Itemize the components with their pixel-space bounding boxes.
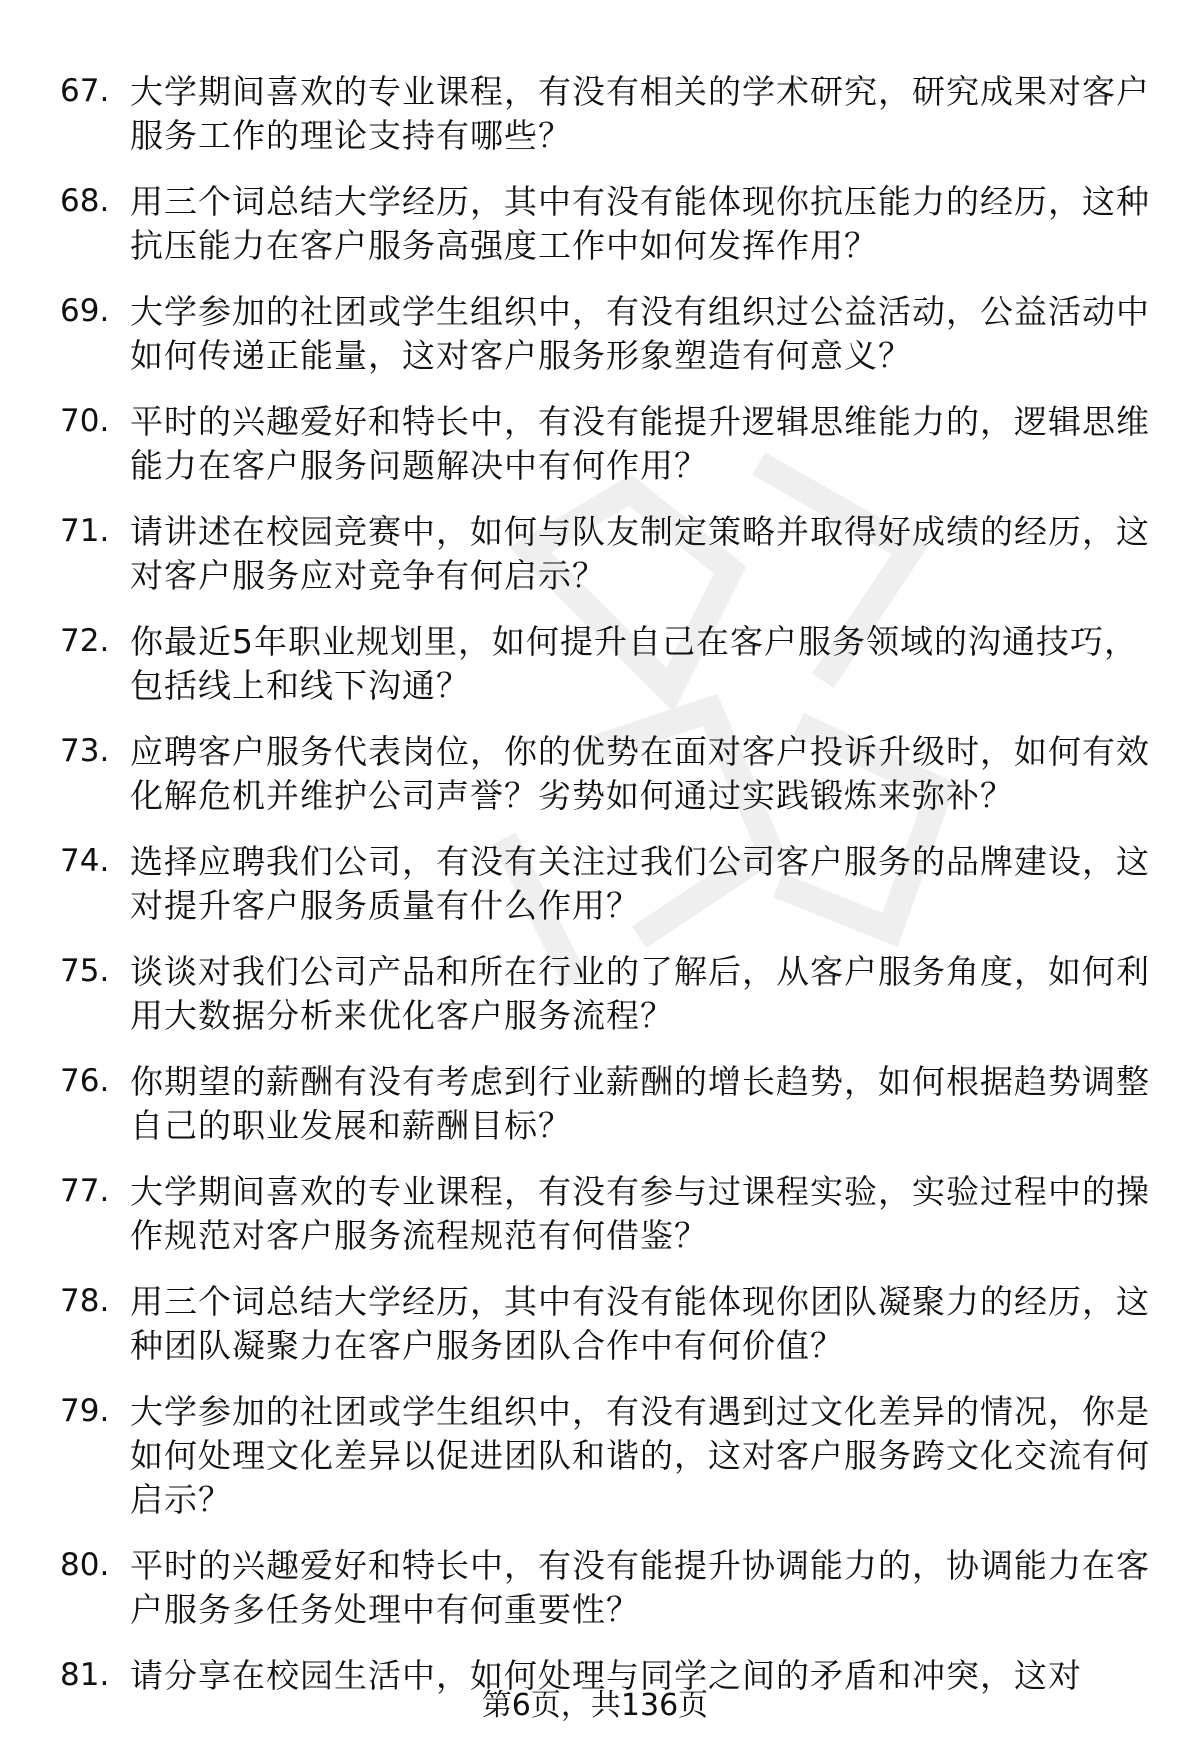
question-number: 73.	[60, 733, 110, 769]
question-number: 67.	[60, 73, 110, 109]
question-list	[60, 70, 1150, 1720]
question-item	[60, 510, 1150, 598]
question-item	[60, 180, 1150, 268]
question-number: 71.	[60, 513, 110, 549]
question-item	[60, 620, 1150, 708]
question-number: 74.	[60, 843, 110, 879]
question-text: 平时的兴趣爱好和特长中，有没有能提升协调能力的，协调能力在客户服务多任务处理中有何重要性？	[130, 1546, 1150, 1629]
question-number: 81.	[60, 1657, 110, 1693]
question-text: 平时的兴趣爱好和特长中，有没有能提升逻辑思维能力的，逻辑思维能力在客户服务问题解决中有何作用？	[130, 402, 1150, 485]
question-item	[60, 1390, 1150, 1522]
question-item	[60, 1280, 1150, 1368]
question-text: 用三个词总结大学经历，其中有没有能体现你抗压能力的经历，这种抗压能力在客户服务高强度工作中如何发挥作用？	[130, 182, 1150, 265]
question-item	[60, 950, 1150, 1038]
question-number: 70.	[60, 403, 110, 439]
page-number-footer: 第6页，共136页	[481, 1688, 709, 1723]
question-item	[60, 1544, 1150, 1632]
question-number: 76.	[60, 1063, 110, 1099]
question-number: 77.	[60, 1173, 110, 1209]
question-item	[60, 730, 1150, 818]
question-text: 大学参加的社团或学生组织中，有没有遇到过文化差异的情况，你是如何处理文化差异以促进团队和谐的，这对客户服务跨文化交流有何启示？	[130, 1392, 1150, 1519]
question-text: 你期望的薪酬有没有考虑到行业薪酬的增长趋势，如何根据趋势调整自己的职业发展和薪酬目标？	[130, 1062, 1150, 1145]
question-number: 79.	[60, 1393, 110, 1429]
question-number: 78.	[60, 1283, 110, 1319]
question-item	[60, 1060, 1150, 1148]
question-item	[60, 840, 1150, 928]
question-number: 68.	[60, 183, 110, 219]
question-item	[60, 290, 1150, 378]
question-item	[60, 70, 1150, 158]
question-text: 请分享在校园生活中，如何处理与同学之间的矛盾和冲突，这对	[130, 1656, 1082, 1695]
question-item	[60, 1170, 1150, 1258]
question-text: 大学期间喜欢的专业课程，有没有参与过课程实验，实验过程中的操作规范对客户服务流程规范有何借鉴？	[130, 1172, 1150, 1255]
question-number: 69.	[60, 293, 110, 329]
question-text: 应聘客户服务代表岗位，你的优势在面对客户投诉升级时，如何有效化解危机并维护公司声誉？劣势如何通过实践锻炼来弥补？	[130, 732, 1150, 815]
question-text: 大学期间喜欢的专业课程，有没有相关的学术研究，研究成果对客户服务工作的理论支持有哪些？	[130, 72, 1150, 155]
question-number: 72.	[60, 623, 110, 659]
question-text: 选择应聘我们公司，有没有关注过我们公司客户服务的品牌建设，这对提升客户服务质量有什么作用？	[130, 842, 1150, 925]
question-text: 谈谈对我们公司产品和所在行业的了解后，从客户服务角度，如何利用大数据分析来优化客户服务流程？	[130, 952, 1150, 1035]
question-text: 请讲述在校园竞赛中，如何与队友制定策略并取得好成绩的经历，这对客户服务应对竞争有何启示？	[130, 512, 1150, 595]
question-number: 75.	[60, 953, 110, 989]
question-item	[60, 400, 1150, 488]
question-text: 你最近5年职业规划里，如何提升自己在客户服务领域的沟通技巧，包括线上和线下沟通？	[130, 622, 1138, 705]
question-number: 80.	[60, 1547, 110, 1583]
question-text: 用三个词总结大学经历，其中有没有能体现你团队凝聚力的经历，这种团队凝聚力在客户服务团队合作中有何价值？	[130, 1282, 1150, 1365]
question-text: 大学参加的社团或学生组织中，有没有组织过公益活动，公益活动中如何传递正能量，这对客户服务形象塑造有何意义？	[130, 292, 1150, 375]
